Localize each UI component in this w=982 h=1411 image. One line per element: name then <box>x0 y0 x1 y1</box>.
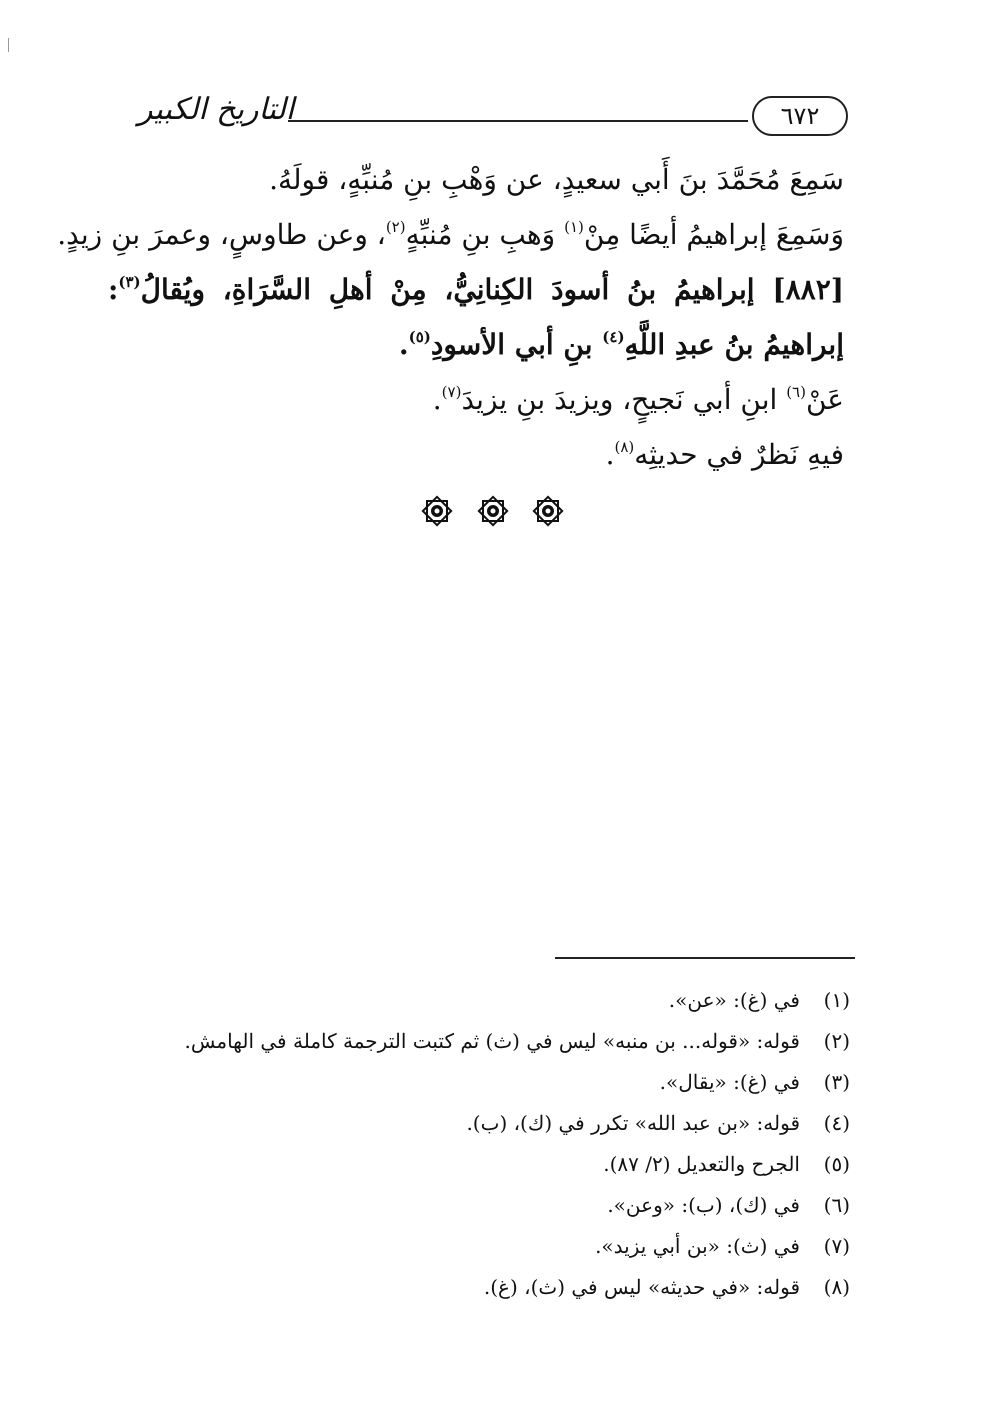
footnote-text: في (غ): «يقال». <box>659 1070 800 1094</box>
footnote-text: في (ث): «بن أبي يزيد». <box>595 1234 800 1258</box>
footnote-text: قوله: «قوله... بن منبه» ليس في (ث) ثم كتبت الترجمة كاملة في الهامش. <box>184 1029 800 1053</box>
footnote-number: (٢) <box>823 1029 850 1053</box>
footnote-number: (٤) <box>823 1111 850 1135</box>
text-line-2: وَسَمِعَ إبراهيمُ أيضًا مِنْ$^{(١)}$ وَهبِ بنِ مُنبِّهٍ$^{(٢)}$، وعن طاوسٍ، وعمرَ بنِ زيدٍ. <box>57 218 844 251</box>
entry-heading: [٨٨٢] إبراهيمُ بنُ أسودَ الكِنانِيُّ، مِنْ أهلِ السَّرَاةِ، ويُقالُ$^{(٣)}$: إبراهيمُ بنُ عبدِ اللَّهِ$^{(٤)}$ بنِ أبي الأسودِ$^{(٥)}$. <box>108 273 844 361</box>
footnote-8 <box>200 1267 850 1308</box>
page-number: ٦٧٢ <box>752 96 848 136</box>
footnote-ref-6[interactable]: (٦) <box>786 383 806 401</box>
footnote-3 <box>200 1062 850 1103</box>
book-title: التاريخ الكبير <box>138 92 295 127</box>
footnote-2 <box>184 1021 850 1062</box>
footnote-ref-5[interactable]: (٥) <box>408 328 431 346</box>
footnote-text: في (ك)، (ب): «وعن». <box>607 1193 800 1217</box>
footnote-ref-8[interactable]: (٨) <box>614 438 635 456</box>
margin-mark <box>8 38 9 52</box>
text-line-fih: فيهِ نَظرٌ في حديثِه$^{(٨)}$. <box>605 438 844 471</box>
footnote-number: (٣) <box>823 1070 850 1094</box>
footnote-number: (٥) <box>823 1152 850 1176</box>
ornament-icon <box>420 494 454 528</box>
text-line-an: عَنْ$^{(٦)}$ ابنِ أبي نَجيحٍ، ويزيدَ بنِ يزيدَ$^{(٧)}$. <box>432 383 844 416</box>
ornament-icon <box>531 494 565 528</box>
footnote-ref-1[interactable]: (١) <box>564 218 584 236</box>
footnote-text: قوله: «في حديثه» ليس في (ث)، (غ). <box>483 1275 800 1299</box>
footnote-4 <box>200 1103 850 1144</box>
footnote-5 <box>200 1144 850 1185</box>
footnote-text: في (غ): «عن». <box>668 988 800 1012</box>
footnote-number: (٦) <box>823 1193 850 1217</box>
footnote-ref-3[interactable]: (٣) <box>118 273 141 291</box>
footnote-7 <box>200 1226 850 1267</box>
page-header <box>138 92 848 136</box>
header-rule <box>288 120 748 122</box>
footnote-number: (٨) <box>823 1275 850 1299</box>
footnote-text: قوله: «بن عبد الله» تكرر في (ك)، (ب). <box>466 1111 800 1135</box>
footnote-6 <box>200 1185 850 1226</box>
footnote-separator <box>555 957 855 959</box>
main-text <box>57 152 844 482</box>
text-line-1: سَمِعَ مُحَمَّدَ بنَ أَبي سعيدٍ، عن وَهْبِ بنِ مُنبِّهٍ، قولَهُ. <box>269 163 844 196</box>
footnote-ref-7[interactable]: (٧) <box>441 383 462 401</box>
footnote-ref-4[interactable]: (٤) <box>602 328 625 346</box>
ornament-icon <box>476 494 510 528</box>
footnote-number: (٧) <box>823 1234 850 1258</box>
section-divider-ornaments <box>420 494 565 528</box>
footnote-text: الجرح والتعديل (٢/ ٨٧). <box>603 1152 800 1176</box>
footnote-ref-2[interactable]: (٢) <box>385 218 406 236</box>
footnote-1 <box>200 980 850 1021</box>
footnotes <box>184 980 850 1308</box>
footnote-number: (١) <box>823 988 850 1012</box>
